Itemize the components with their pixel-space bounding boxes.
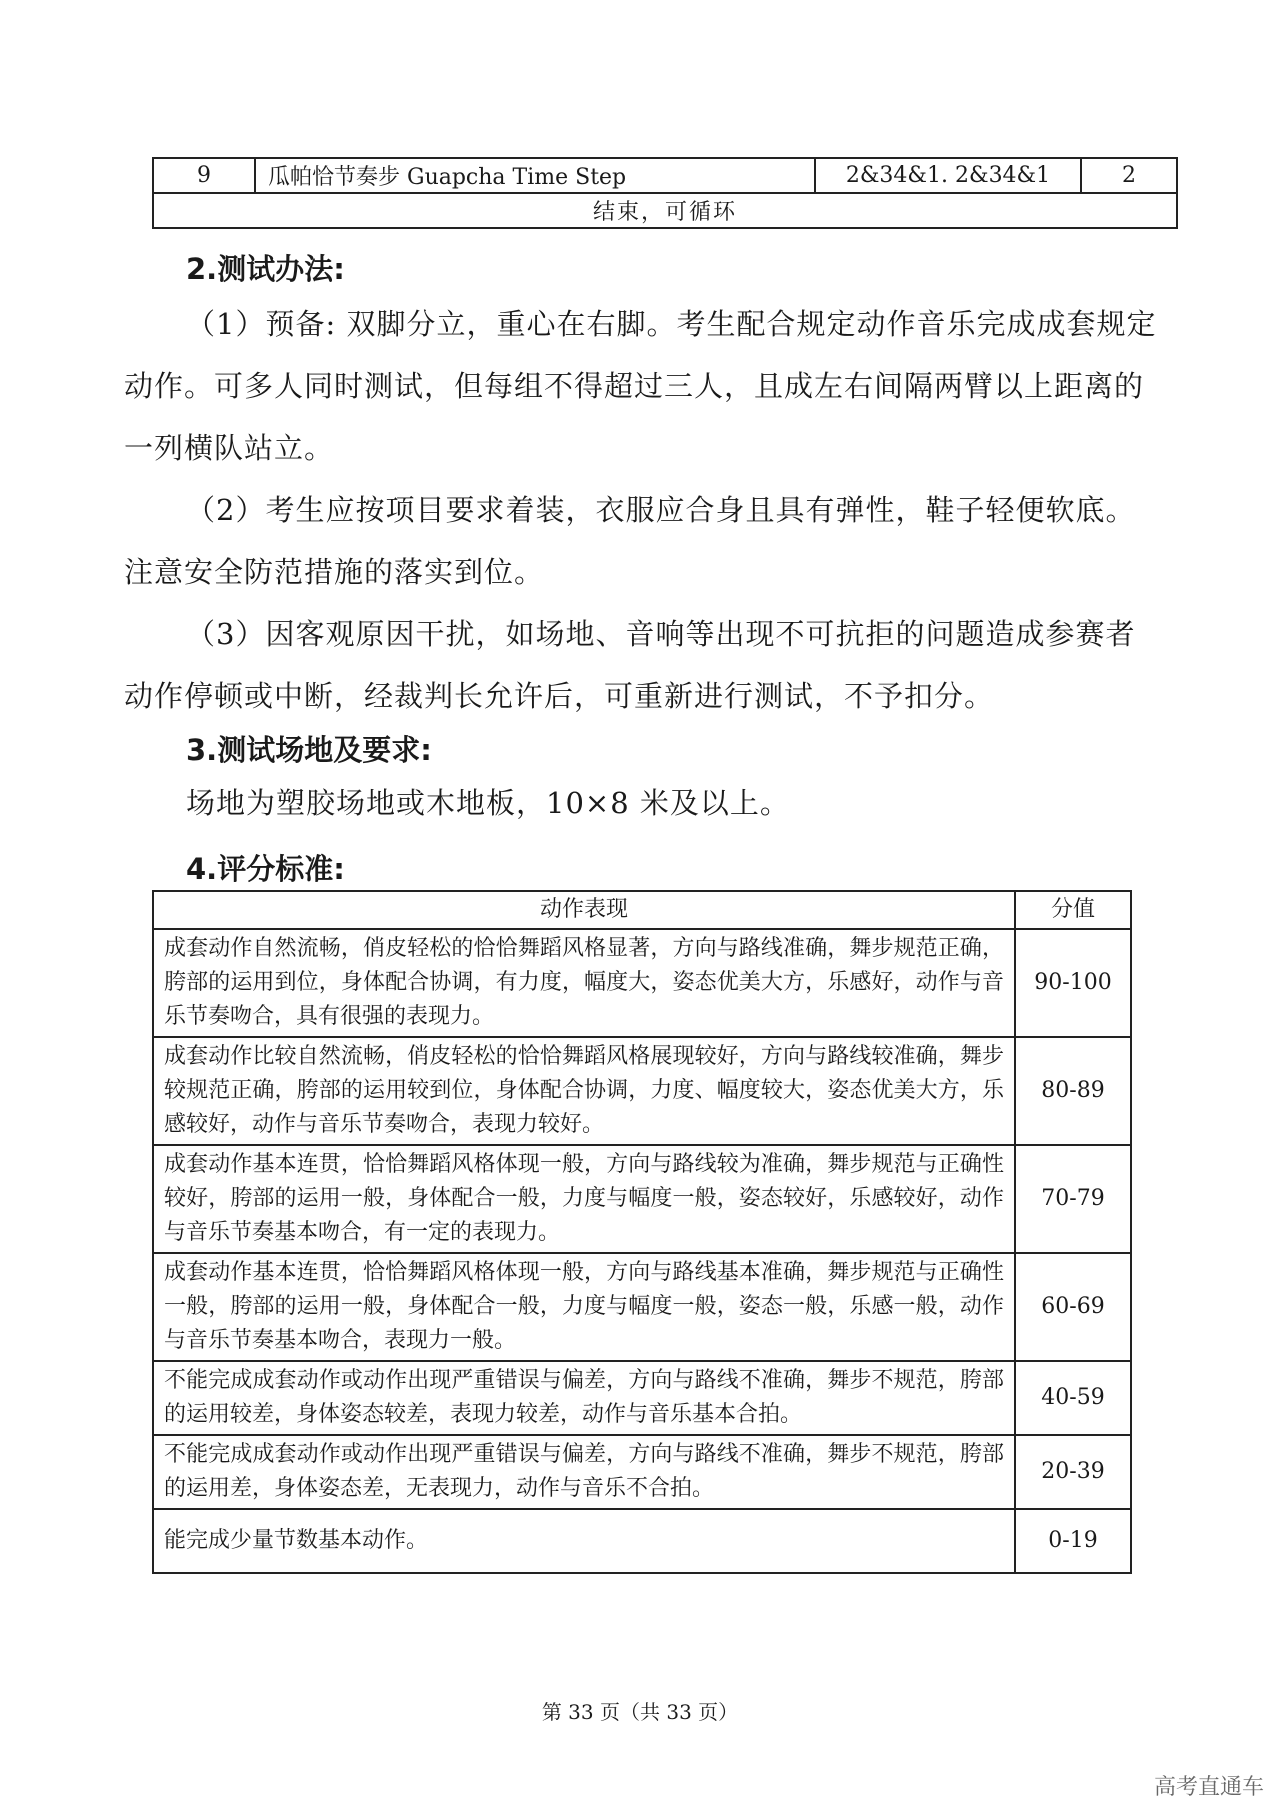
score-value: 80-89 xyxy=(1015,1037,1131,1145)
paragraph-interruption xyxy=(124,603,1164,727)
section-heading-test-method: 2.测试办法: xyxy=(186,252,345,286)
score-desc: 成套动作自然流畅，俏皮轻松的恰恰舞蹈风格显著，方向与路线准确，舞步规范正确，胯部的运用到位，身体配合协调，有力度，幅度大，姿态优美大方，乐感好，动作与音乐节奏吻合，具有很强的表现力。 xyxy=(153,929,1015,1037)
table-row xyxy=(153,193,1177,228)
paragraph-attire xyxy=(124,479,1164,603)
end-note: 结束，可循环 xyxy=(153,193,1177,228)
page-number: 第 33 页（共 33 页） xyxy=(541,1700,739,1724)
paragraph-text: （3）因客观原因干扰，如场地、音响等出现不可抗拒的问题造成参赛者动作停顿或中断，经裁判长允许后，可重新进行测试，不予扣分。 xyxy=(124,617,1136,713)
paragraph-text: （1）预备: 双脚分立，重心在右脚。考生配合规定动作音乐完成成套规定动作。可多人同时测试，但每组不得超过三人，且成左右间隔两臂以上距离的一列横队站立。 xyxy=(124,307,1157,465)
score-value: 40-59 xyxy=(1015,1361,1131,1435)
table-row xyxy=(153,1253,1131,1361)
score-value: 20-39 xyxy=(1015,1435,1131,1509)
score-desc: 成套动作基本连贯，恰恰舞蹈风格体现一般，方向与路线较为准确，舞步规范与正确性较好，胯部的运用一般，身体配合一般，力度与幅度一般，姿态较好，乐感较好，动作与音乐节奏基本吻合，有一定的表现力。 xyxy=(153,1145,1015,1253)
table-header-row xyxy=(153,891,1131,929)
score-value: 70-79 xyxy=(1015,1145,1131,1253)
paragraph-text: 场地为塑胶场地或木地板，10×8 米及以上。 xyxy=(186,786,790,820)
column-header-value: 分值 xyxy=(1015,891,1131,929)
watermark-text: 高考直通车 xyxy=(1153,1775,1264,1800)
paragraph-text: （2）考生应按项目要求着装，衣服应合身且具有弹性，鞋子轻便软底。注意安全防范措施的落实到位。 xyxy=(124,493,1136,589)
table-row xyxy=(153,1509,1131,1573)
score-value: 90-100 xyxy=(1015,929,1131,1037)
scoring-table xyxy=(152,890,1132,1574)
table-row xyxy=(153,1435,1131,1509)
paragraph-venue xyxy=(124,772,1164,834)
table-row xyxy=(153,1361,1131,1435)
score-desc: 不能完成成套动作或动作出现严重错误与偏差，方向与路线不准确，舞步不规范，胯部的运用较差，身体姿态较差，表现力较差，动作与音乐基本合拍。 xyxy=(153,1361,1015,1435)
table-row xyxy=(153,929,1131,1037)
section-heading-scoring: 4.评分标准: xyxy=(186,852,345,886)
step-name: 瓜帕恰节奏步 Guapcha Time Step xyxy=(255,158,815,193)
step-count: 2&34&1. 2&34&1 xyxy=(815,158,1081,193)
step-number: 9 xyxy=(153,158,255,193)
score-value: 0-19 xyxy=(1015,1509,1131,1573)
score-value: 60-69 xyxy=(1015,1253,1131,1361)
table-row xyxy=(153,158,1177,193)
score-desc: 能完成少量节数基本动作。 xyxy=(153,1509,1015,1573)
column-header-desc: 动作表现 xyxy=(153,891,1015,929)
paragraph-preparation xyxy=(124,293,1164,479)
table-row xyxy=(153,1037,1131,1145)
score-desc: 成套动作比较自然流畅，俏皮轻松的恰恰舞蹈风格展现较好，方向与路线较准确，舞步较规范正确，胯部的运用较到位，身体配合协调，力度、幅度较大，姿态优美大方，乐感较好，动作与音乐节奏吻合，表现力较好。 xyxy=(153,1037,1015,1145)
score-desc: 不能完成成套动作或动作出现严重错误与偏差，方向与路线不准确，舞步不规范，胯部的运用差，身体姿态差，无表现力，动作与音乐不合拍。 xyxy=(153,1435,1015,1509)
step-beats: 2 xyxy=(1081,158,1177,193)
table-row xyxy=(153,1145,1131,1253)
movement-table xyxy=(152,157,1178,229)
score-desc: 成套动作基本连贯，恰恰舞蹈风格体现一般，方向与路线基本准确，舞步规范与正确性一般，胯部的运用一般，身体配合一般，力度与幅度一般，姿态一般，乐感一般，动作与音乐节奏基本吻合，表现力一般。 xyxy=(153,1253,1015,1361)
section-heading-venue: 3.测试场地及要求: xyxy=(186,733,432,767)
